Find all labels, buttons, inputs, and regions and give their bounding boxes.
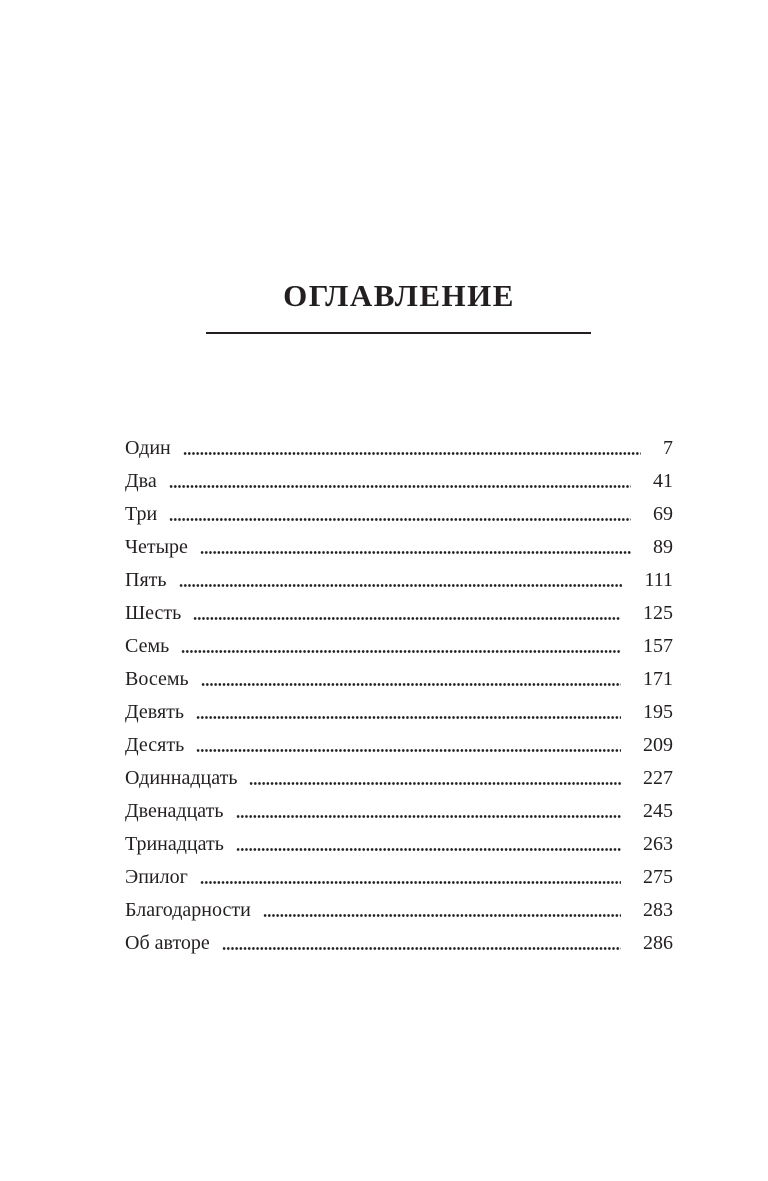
toc-entry-page: 209	[643, 734, 673, 756]
toc-entry-title: Двенадцать	[125, 800, 224, 822]
toc-entry-title: Семь	[125, 635, 170, 657]
toc-entry	[125, 795, 673, 828]
toc-entry	[125, 564, 673, 597]
toc-entry	[125, 828, 673, 861]
toc-entry-page: 69	[653, 503, 673, 525]
title-underline	[206, 332, 591, 334]
toc-entry-page: 263	[643, 833, 673, 855]
dot-leader	[236, 848, 621, 851]
toc-entry-title: Два	[125, 470, 157, 492]
toc-entry	[125, 729, 673, 762]
toc-entry-title: Об авторе	[125, 932, 210, 954]
toc-entry	[125, 696, 673, 729]
toc-entry-page: 125	[643, 602, 673, 624]
page-title: ОГЛАВЛЕНИЕ	[283, 278, 515, 313]
toc-entry	[125, 630, 673, 663]
dot-leader	[200, 881, 621, 884]
toc-entry	[125, 894, 673, 927]
dot-leader	[200, 551, 631, 554]
dot-leader	[196, 749, 621, 752]
dot-leader	[179, 584, 623, 587]
toc-entry-page: 111	[644, 569, 673, 591]
toc-entry-title: Шесть	[125, 602, 182, 624]
toc-entry-title: Пять	[125, 569, 167, 591]
toc-entry-page: 283	[643, 899, 673, 921]
dot-leader	[263, 914, 621, 917]
toc-entry-title: Один	[125, 437, 171, 459]
toc-entry-page: 7	[663, 437, 673, 459]
toc-entry	[125, 927, 673, 960]
toc-entry-page: 171	[643, 668, 673, 690]
dot-leader	[183, 452, 641, 455]
toc-entry-page: 286	[643, 932, 673, 954]
dot-leader	[236, 815, 621, 818]
toc-entry	[125, 432, 673, 465]
dot-leader	[193, 617, 621, 620]
toc-entry-title: Четыре	[125, 536, 188, 558]
toc-entry-title: Девять	[125, 701, 185, 723]
toc-entry	[125, 498, 673, 531]
dot-leader	[201, 683, 621, 686]
toc-entry	[125, 861, 673, 894]
dot-leader	[181, 650, 621, 653]
toc-entry-page: 245	[643, 800, 673, 822]
dot-leader	[169, 485, 631, 488]
toc-entry-title: Эпилог	[125, 866, 188, 888]
toc-entry-title: Одиннадцать	[125, 767, 238, 789]
toc-entry	[125, 465, 673, 498]
toc-entry-title: Восемь	[125, 668, 189, 690]
toc-entry-page: 41	[653, 470, 673, 492]
dot-leader	[249, 782, 621, 785]
toc-entry-page: 89	[653, 536, 673, 558]
table-of-contents	[125, 432, 673, 960]
toc-entry-page: 157	[643, 635, 673, 657]
toc-entry-title: Десять	[125, 734, 185, 756]
toc-entry-page: 275	[643, 866, 673, 888]
dot-leader	[169, 518, 631, 521]
toc-entry	[125, 531, 673, 564]
toc-entry	[125, 663, 673, 696]
toc-entry	[125, 762, 673, 795]
toc-entry	[125, 597, 673, 630]
toc-entry-page: 195	[643, 701, 673, 723]
dot-leader	[196, 716, 621, 719]
toc-entry-title: Тринадцать	[125, 833, 224, 855]
dot-leader	[222, 947, 621, 950]
toc-entry-page: 227	[643, 767, 673, 789]
toc-entry-title: Благодарности	[125, 899, 251, 921]
toc-entry-title: Три	[125, 503, 158, 525]
